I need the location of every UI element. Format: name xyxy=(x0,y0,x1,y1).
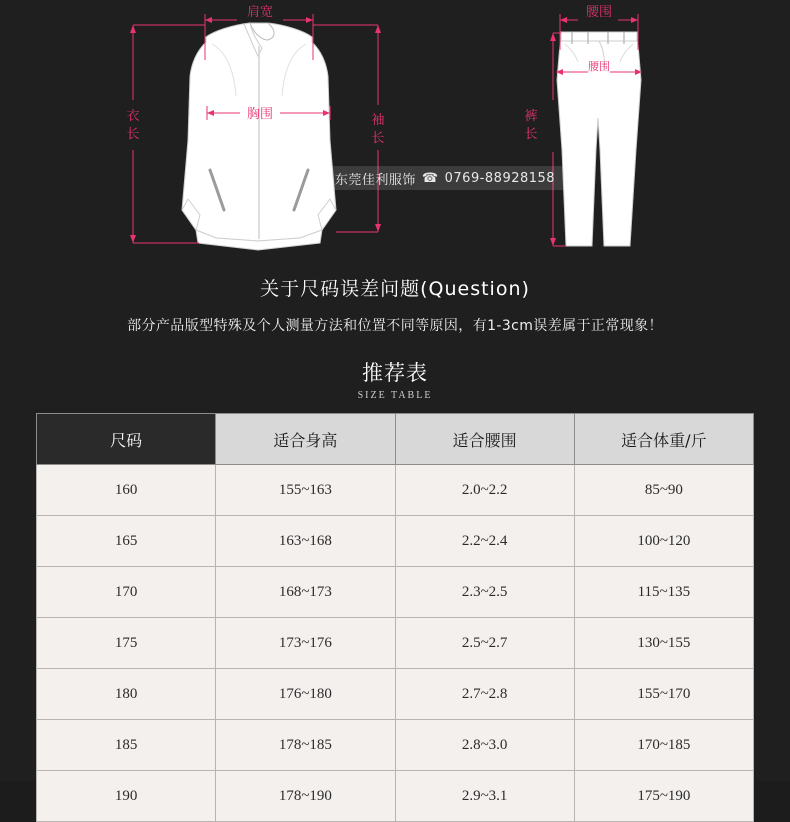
question-title: 关于尺码误差问题(Question) xyxy=(260,278,530,300)
table-row xyxy=(37,465,754,516)
cell-weight: 175~190 xyxy=(574,771,753,822)
cell-size: 165 xyxy=(37,516,216,567)
cell-size: 170 xyxy=(37,567,216,618)
cell-height: 173~176 xyxy=(216,618,395,669)
size-table-heading xyxy=(0,357,790,401)
cell-height: 163~168 xyxy=(216,516,395,567)
cell-height: 168~173 xyxy=(216,567,395,618)
table-row xyxy=(37,516,754,567)
table-row xyxy=(37,720,754,771)
watermark-brand: 东莞佳利服饰 xyxy=(334,172,416,188)
size-table-wrap xyxy=(36,413,754,822)
cell-weight: 100~120 xyxy=(574,516,753,567)
cell-size: 180 xyxy=(37,669,216,720)
svg-text:长: 长 xyxy=(524,127,538,142)
cell-waist: 2.3~2.5 xyxy=(395,567,574,618)
table-row xyxy=(37,618,754,669)
column-header-waist: 适合腰围 xyxy=(395,414,574,465)
question-block xyxy=(0,274,790,335)
cell-size: 185 xyxy=(37,720,216,771)
size-table-title-en: SIZE TABLE xyxy=(357,390,433,401)
column-header-height: 适合身高 xyxy=(216,414,395,465)
table-row xyxy=(37,771,754,822)
cell-waist: 2.7~2.8 xyxy=(395,669,574,720)
cell-waist: 2.9~3.1 xyxy=(395,771,574,822)
size-table xyxy=(36,413,754,822)
table-row xyxy=(37,669,754,720)
cell-weight: 170~185 xyxy=(574,720,753,771)
watermark-phone: 0769-88928158 xyxy=(444,170,556,186)
column-header-weight: 适合体重/斤 xyxy=(574,414,753,465)
label-length: 衣 xyxy=(126,109,140,124)
cell-height: 176~180 xyxy=(216,669,395,720)
svg-text:长: 长 xyxy=(126,127,140,142)
table-row xyxy=(37,567,754,618)
cell-waist: 2.8~3.0 xyxy=(395,720,574,771)
cell-weight: 130~155 xyxy=(574,618,753,669)
question-subtitle: 部分产品版型特殊及个人测量方法和位置不同等原因，有1-3cm误差属于正常现象！ xyxy=(127,318,663,334)
column-header-size: 尺码 xyxy=(37,414,216,465)
cell-size: 160 xyxy=(37,465,216,516)
cell-size: 190 xyxy=(37,771,216,822)
cell-weight: 85~90 xyxy=(574,465,753,516)
phone-icon: ☎ xyxy=(421,170,439,186)
cell-weight: 155~170 xyxy=(574,669,753,720)
cell-height: 178~185 xyxy=(216,720,395,771)
cell-height: 178~190 xyxy=(216,771,395,822)
label-sleeve: 袖 xyxy=(371,113,385,128)
cell-height: 155~163 xyxy=(216,465,395,516)
watermark xyxy=(313,166,577,190)
size-table-title-cn: 推荐表 xyxy=(362,361,428,385)
cell-waist: 2.2~2.4 xyxy=(395,516,574,567)
cell-weight: 115~135 xyxy=(574,567,753,618)
label-pants-length: 裤 xyxy=(524,109,538,124)
label-waist-inner: 腰围 xyxy=(588,60,610,73)
svg-text:长: 长 xyxy=(371,131,385,146)
label-shoulder: 肩宽 xyxy=(246,5,274,20)
label-chest: 胸围 xyxy=(246,107,274,122)
cell-waist: 2.5~2.7 xyxy=(395,618,574,669)
label-waist: 腰围 xyxy=(585,5,613,20)
cell-size: 175 xyxy=(37,618,216,669)
table-header-row xyxy=(37,414,754,465)
measurement-diagram xyxy=(0,0,790,268)
cell-waist: 2.0~2.2 xyxy=(395,465,574,516)
